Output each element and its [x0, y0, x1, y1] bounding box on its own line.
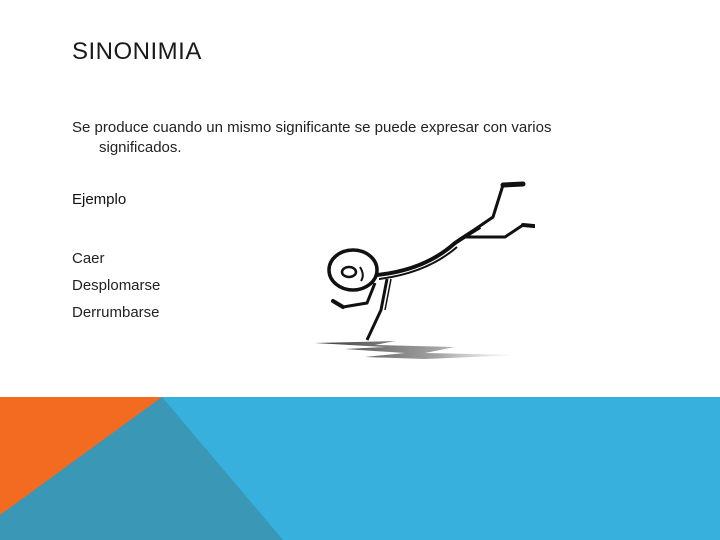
synonym-item: Derrumbarse: [72, 304, 160, 321]
definition-line-2: significados.: [99, 139, 182, 156]
definition-line-1: Se produce cuando un mismo significante se puede expresar con varios: [72, 119, 552, 136]
decorative-banner: [0, 397, 720, 540]
synonym-item: Caer: [72, 250, 105, 267]
example-heading: Ejemplo: [72, 191, 127, 208]
slide-title: SINONIMIA: [72, 38, 202, 65]
synonym-list: [72, 245, 160, 326]
falling-stick-figure-icon: [305, 175, 535, 375]
synonym-item: Desplomarse: [72, 277, 161, 294]
definition-paragraph: [72, 118, 612, 158]
